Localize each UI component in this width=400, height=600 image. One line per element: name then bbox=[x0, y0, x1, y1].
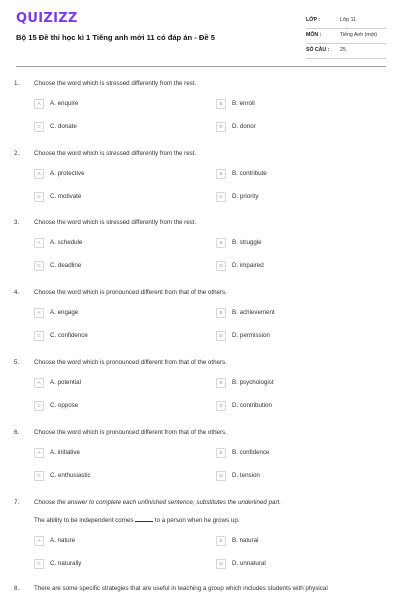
option-letter-box: C bbox=[34, 331, 44, 341]
meta-value: 25 bbox=[340, 47, 346, 53]
option-label: D. permission bbox=[232, 332, 270, 339]
option-letter-box: C bbox=[34, 261, 44, 271]
option-label: C. motivate bbox=[50, 193, 82, 200]
option-label: C. donate bbox=[50, 123, 77, 130]
sentence-start: The ability to be independent comes bbox=[34, 517, 136, 524]
question-number: 4. bbox=[14, 289, 20, 296]
option-letter-box: C bbox=[34, 471, 44, 481]
option-label: C. oppose bbox=[50, 402, 79, 409]
option-label: A. initiative bbox=[50, 449, 80, 456]
option-letter-box: B bbox=[216, 536, 226, 546]
option-letter-box: A bbox=[34, 169, 44, 179]
option-letter-box: D bbox=[216, 559, 226, 569]
option-label: A. nature bbox=[50, 537, 76, 544]
option-letter-box: A bbox=[34, 448, 44, 458]
quizizz-logo: QUIZIZZ bbox=[16, 11, 78, 26]
question-text: Choose the word which is stressed differently from the rest. bbox=[34, 219, 197, 226]
question-number: 5. bbox=[14, 359, 20, 366]
header-divider bbox=[16, 66, 386, 67]
question-number: 8. bbox=[14, 585, 20, 592]
question-number: 2. bbox=[14, 150, 20, 157]
option-letter-box: D bbox=[216, 261, 226, 271]
option-label: B. struggle bbox=[232, 239, 262, 246]
document-title: Bộ 15 Đề thi học kì 1 Tiếng anh mới 11 có đáp án - Đề 5 bbox=[16, 33, 215, 42]
option-label: B. psychologist bbox=[232, 379, 274, 386]
option-letter-box: D bbox=[216, 122, 226, 132]
option-label: D. tension bbox=[232, 472, 260, 479]
option-letter-box: B bbox=[216, 238, 226, 248]
option-label: C. confidence bbox=[50, 332, 88, 339]
question-number: 1. bbox=[14, 80, 20, 87]
option-label: C. naturally bbox=[50, 560, 82, 567]
option-letter-box: D bbox=[216, 401, 226, 411]
meta-row-count bbox=[306, 44, 386, 59]
option-label: C. deadline bbox=[50, 262, 82, 269]
option-letter-box: C bbox=[34, 122, 44, 132]
option-letter-box: A bbox=[34, 99, 44, 109]
option-label: A. schedule bbox=[50, 239, 83, 246]
option-label: D. priority bbox=[232, 193, 259, 200]
option-label: B. natural bbox=[232, 537, 259, 544]
meta-key: LỚP : bbox=[306, 17, 321, 23]
option-label: A. potential bbox=[50, 379, 81, 386]
question-text: Choose the word which is stressed differently from the rest. bbox=[34, 80, 197, 87]
option-label: C. enthusiastic bbox=[50, 472, 91, 479]
option-letter-box: C bbox=[34, 401, 44, 411]
question-sentence bbox=[34, 516, 239, 524]
option-label: D. donor bbox=[232, 123, 256, 130]
meta-key: MÔN : bbox=[306, 32, 322, 38]
option-letter-box: B bbox=[216, 99, 226, 109]
option-label: D. impaired bbox=[232, 262, 264, 269]
option-label: B. contribute bbox=[232, 170, 267, 177]
question-text: Choose the word which is pronounced different from that of the others. bbox=[34, 359, 227, 366]
question-text: Choose the word which is stressed differently from the rest. bbox=[34, 150, 197, 157]
option-letter-box: D bbox=[216, 192, 226, 202]
option-label: D. unnatural bbox=[232, 560, 266, 567]
option-label: A. engage bbox=[50, 309, 79, 316]
question-number: 7. bbox=[14, 499, 20, 506]
option-letter-box: B bbox=[216, 378, 226, 388]
option-label: B. confidence bbox=[232, 449, 270, 456]
option-letter-box: A bbox=[34, 308, 44, 318]
option-letter-box: D bbox=[216, 331, 226, 341]
answer-blank bbox=[135, 516, 153, 522]
question-number: 3. bbox=[14, 219, 20, 226]
option-label: B. enroll bbox=[232, 100, 255, 107]
option-letter-box: C bbox=[34, 192, 44, 202]
sentence-end: to a person when he grows up. bbox=[153, 517, 240, 524]
option-label: A. enquire bbox=[50, 100, 79, 107]
option-letter-box: A bbox=[34, 378, 44, 388]
option-letter-box: D bbox=[216, 471, 226, 481]
question-text: Choose the word which is pronounced different from that of the others. bbox=[34, 429, 227, 436]
question-text: Choose the answer to complete each unfinished sentence, substitutes the underlined part. bbox=[34, 499, 281, 506]
question-text: Choose the word which is pronounced different from that of the others. bbox=[34, 289, 227, 296]
option-label: B. achievement bbox=[232, 309, 275, 316]
meta-key: SỐ CÂU : bbox=[306, 47, 330, 53]
option-label: A. protective bbox=[50, 170, 85, 177]
meta-info bbox=[306, 14, 386, 59]
option-letter-box: B bbox=[216, 169, 226, 179]
question-text: There are some specific strategies that are useful in teaching a group which includes students with physical bbox=[34, 585, 328, 592]
option-label: D. contribution bbox=[232, 402, 272, 409]
meta-row-class bbox=[306, 14, 386, 29]
option-letter-box: B bbox=[216, 448, 226, 458]
question-number: 6. bbox=[14, 429, 20, 436]
option-letter-box: A bbox=[34, 238, 44, 248]
meta-value: Tiếng Anh (mới) bbox=[340, 32, 377, 38]
meta-row-subject bbox=[306, 29, 386, 44]
option-letter-box: A bbox=[34, 536, 44, 546]
option-letter-box: C bbox=[34, 559, 44, 569]
option-letter-box: B bbox=[216, 308, 226, 318]
meta-value: Lớp 11 bbox=[340, 17, 356, 23]
